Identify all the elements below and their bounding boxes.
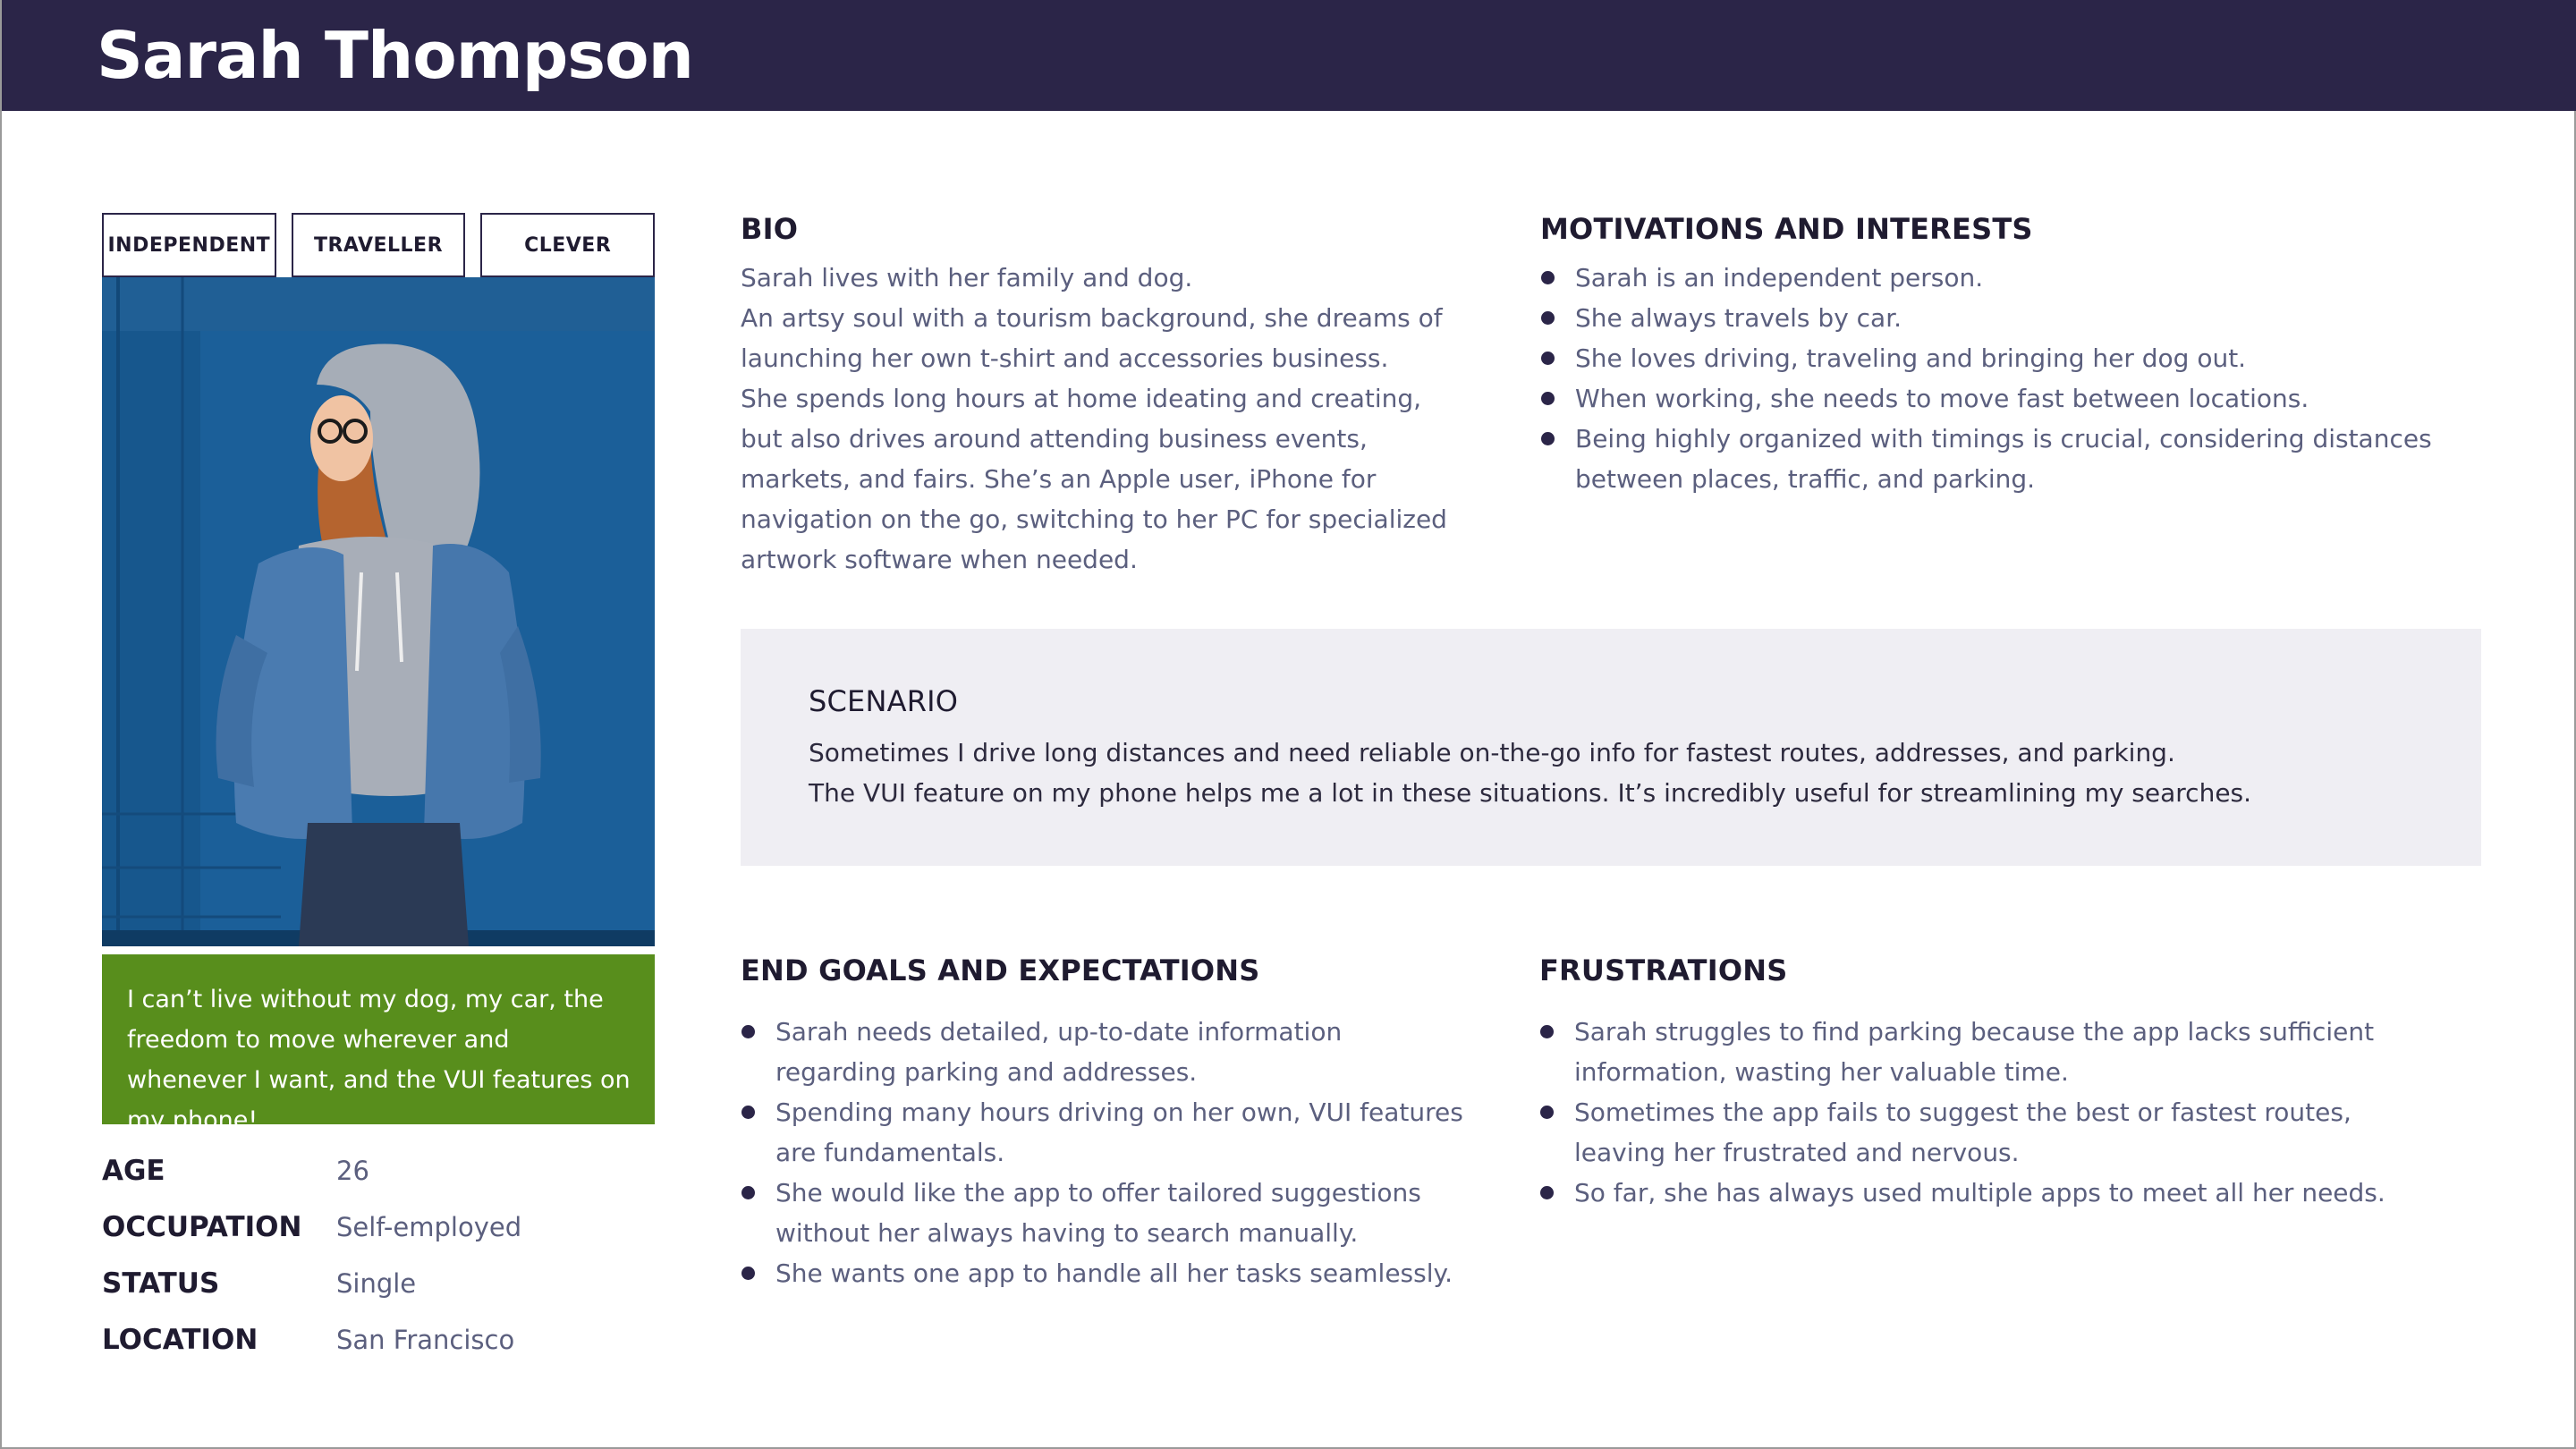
bullet-icon <box>741 1106 755 1119</box>
bio-section <box>741 208 1456 580</box>
fact-label: STATUS <box>102 1267 220 1300</box>
bio-line: artwork software when needed. <box>741 545 1138 574</box>
motivations-list <box>1540 258 2470 499</box>
persona-name: Sarah Thompson <box>97 18 693 93</box>
fact-value: 26 <box>336 1155 369 1186</box>
list-item-line: Spending many hours driving on her own, VUI features <box>775 1097 1463 1127</box>
bullet-icon <box>741 1267 755 1280</box>
list-item-line: between places, traffic, and parking. <box>1575 464 2036 494</box>
goals-section <box>741 949 1474 1293</box>
list-item <box>741 1253 1474 1293</box>
bio-line: but also drives around attending business events, <box>741 424 1368 453</box>
trait-tags <box>102 213 655 277</box>
list-item <box>741 1173 1474 1253</box>
goals-list <box>741 1012 1474 1293</box>
list-item <box>1539 1173 2487 1213</box>
list-item <box>1540 419 2470 499</box>
list-item <box>1540 338 2470 378</box>
goals-title: END GOALS AND EXPECTATIONS <box>741 953 1260 987</box>
bullet-icon <box>1540 1186 1554 1199</box>
frustrations-list <box>1539 1012 2487 1213</box>
persona-facts <box>102 1142 655 1368</box>
bio-line: She spends long hours at home ideating and creating, <box>741 384 1422 413</box>
header-bar <box>2 0 2576 111</box>
list-item-line: regarding parking and addresses. <box>775 1057 1198 1087</box>
tag-independent: INDEPENDENT <box>102 213 276 277</box>
list-item <box>741 1092 1474 1173</box>
fact-label: AGE <box>102 1154 165 1187</box>
list-item-line: leaving her frustrated and nervous. <box>1574 1138 2020 1167</box>
bullet-icon <box>1541 311 1555 325</box>
list-item <box>1539 1092 2487 1173</box>
list-item-line: are fundamentals. <box>775 1138 1005 1167</box>
motivations-section <box>1540 208 2470 499</box>
bullet-icon <box>741 1025 755 1038</box>
motivations-title: MOTIVATIONS AND INTERESTS <box>1540 212 2033 246</box>
bullet-icon <box>1541 271 1555 284</box>
bio-line: Sarah lives with her family and dog. <box>741 263 1193 292</box>
fact-value: San Francisco <box>336 1324 515 1355</box>
bullet-icon <box>1541 392 1555 405</box>
bio-title: BIO <box>741 212 799 246</box>
bio-line: launching her own t-shirt and accessories business. <box>741 343 1389 373</box>
list-item-line: She wants one app to handle all her tasks seamlessly. <box>775 1258 1453 1288</box>
bio-line: markets, and fairs. She’s an Apple user, iPhone for <box>741 464 1377 494</box>
scenario-line: The VUI feature on my phone helps me a lot in these situations. It’s incredibly useful for streamlining my searches. <box>809 778 2252 808</box>
bullet-icon <box>1541 352 1555 365</box>
persona-photo <box>102 277 655 946</box>
quote-text: I can’t live without my dog, my car, the freedom to move wherever and whenever I want, and the VUI features on my phone! <box>127 986 631 1134</box>
persona-quote <box>102 954 655 1134</box>
list-item-line: Being highly organized with timings is crucial, considering distances <box>1575 424 2432 453</box>
fact-value: Self-employed <box>336 1211 522 1242</box>
scenario-section <box>741 629 2481 866</box>
list-item-line: She loves driving, traveling and bringing her dog out. <box>1575 343 2247 373</box>
fact-label: LOCATION <box>102 1323 258 1356</box>
list-item <box>1540 258 2470 298</box>
list-item-line: When working, she needs to move fast between locations. <box>1575 384 2309 413</box>
list-item-line: She always travels by car. <box>1575 303 1902 333</box>
tag-clever: CLEVER <box>480 213 655 277</box>
fact-occupation <box>102 1199 655 1255</box>
fact-label: OCCUPATION <box>102 1210 302 1243</box>
list-item <box>1540 298 2470 338</box>
frustrations-section <box>1539 949 2487 1213</box>
scenario-title: SCENARIO <box>809 684 959 718</box>
bullet-icon <box>1541 432 1555 445</box>
bullet-icon <box>1540 1025 1554 1038</box>
fact-location <box>102 1311 655 1368</box>
fact-value: Single <box>336 1267 417 1299</box>
list-item-line: Sometimes the app fails to suggest the best or fastest routes, <box>1574 1097 2351 1127</box>
frustrations-title: FRUSTRATIONS <box>1539 953 1788 987</box>
list-item <box>1539 1012 2487 1092</box>
bullet-icon <box>741 1186 755 1199</box>
bio-line: An artsy soul with a tourism background, she dreams of <box>741 303 1443 333</box>
fact-age <box>102 1142 655 1199</box>
list-item-line: So far, she has always used multiple apps to meet all her needs. <box>1574 1178 2385 1208</box>
list-item-line: Sarah needs detailed, up-to-date information <box>775 1017 1343 1046</box>
scenario-line: Sometimes I drive long distances and need reliable on-the-go info for fastest routes, addresses, and parking. <box>809 738 2175 767</box>
list-item <box>741 1012 1474 1092</box>
list-item-line: Sarah struggles to find parking because the app lacks sufficient <box>1574 1017 2375 1046</box>
tag-traveller: TRAVELLER <box>292 213 466 277</box>
bio-line: navigation on the go, switching to her PC for specialized <box>741 504 1447 534</box>
list-item-line: information, wasting her valuable time. <box>1574 1057 2069 1087</box>
bullet-icon <box>1540 1106 1554 1119</box>
list-item-line: She would like the app to offer tailored suggestions <box>775 1178 1421 1208</box>
fact-status <box>102 1255 655 1311</box>
list-item <box>1540 378 2470 419</box>
list-item-line: without her always having to search manually. <box>775 1218 1359 1248</box>
list-item-line: Sarah is an independent person. <box>1575 263 1984 292</box>
